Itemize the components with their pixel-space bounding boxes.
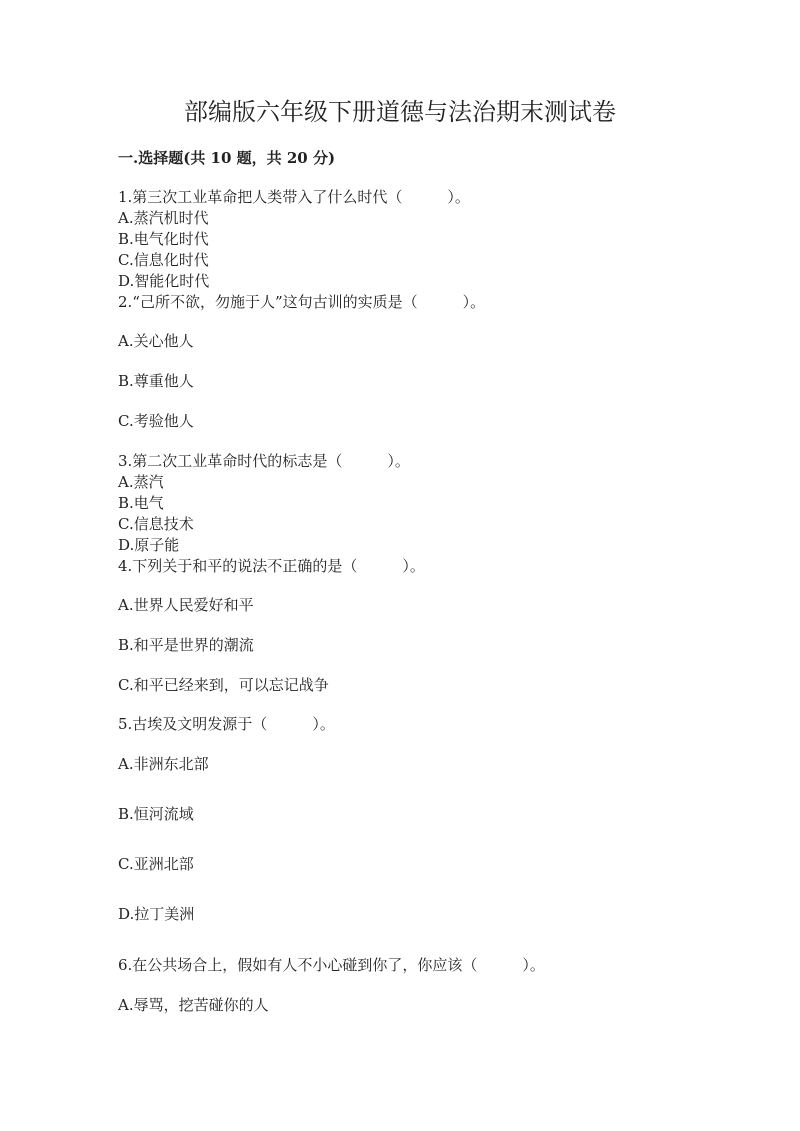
answer-option: D.智能化时代 <box>118 272 210 290</box>
answer-option: D.原子能 <box>118 536 180 554</box>
answer-option: B.和平是世界的潮流 <box>118 636 254 654</box>
answer-option: A.世界人民爱好和平 <box>118 596 254 614</box>
answer-option: A.关心他人 <box>118 332 194 350</box>
answer-option: A.非洲东北部 <box>118 755 209 773</box>
answer-option: C.考验他人 <box>118 412 194 430</box>
answer-option: B.电气 <box>118 494 164 512</box>
answer-option: D.拉丁美洲 <box>118 905 195 923</box>
question-stem: 2.“己所不欲，勿施于人”这句古训的实质是（ ）。 <box>118 293 486 311</box>
question-stem: 5.古埃及文明发源于（ ）。 <box>118 715 335 733</box>
answer-option: C.信息化时代 <box>118 251 209 269</box>
answer-option: A.蒸汽机时代 <box>118 209 209 227</box>
answer-option: A.蒸汽 <box>118 473 164 491</box>
question-stem: 3.第二次工业革命时代的标志是（ ）。 <box>118 452 410 470</box>
answer-option: B.电气化时代 <box>118 230 209 248</box>
answer-option: C.和平已经来到，可以忘记战争 <box>118 676 329 694</box>
question-stem: 4.下列关于和平的说法不正确的是（ ）。 <box>118 557 425 575</box>
answer-option: C.亚洲北部 <box>118 855 194 873</box>
section-heading: 一.选择题(共 10 题，共 20 分) <box>118 149 336 167</box>
answer-option: C.信息技术 <box>118 515 194 533</box>
answer-option: B.恒河流域 <box>118 805 194 823</box>
question-stem: 6.在公共场合上，假如有人不小心碰到你了，你应该（ ）。 <box>118 956 545 974</box>
answer-option: A.辱骂，挖苦碰你的人 <box>118 996 269 1014</box>
document-title: 部编版六年级下册道德与法治期末测试卷 <box>184 98 616 126</box>
question-stem: 1.第三次工业革命把人类带入了什么时代（ ）。 <box>118 188 470 206</box>
answer-option: B.尊重他人 <box>118 372 194 390</box>
